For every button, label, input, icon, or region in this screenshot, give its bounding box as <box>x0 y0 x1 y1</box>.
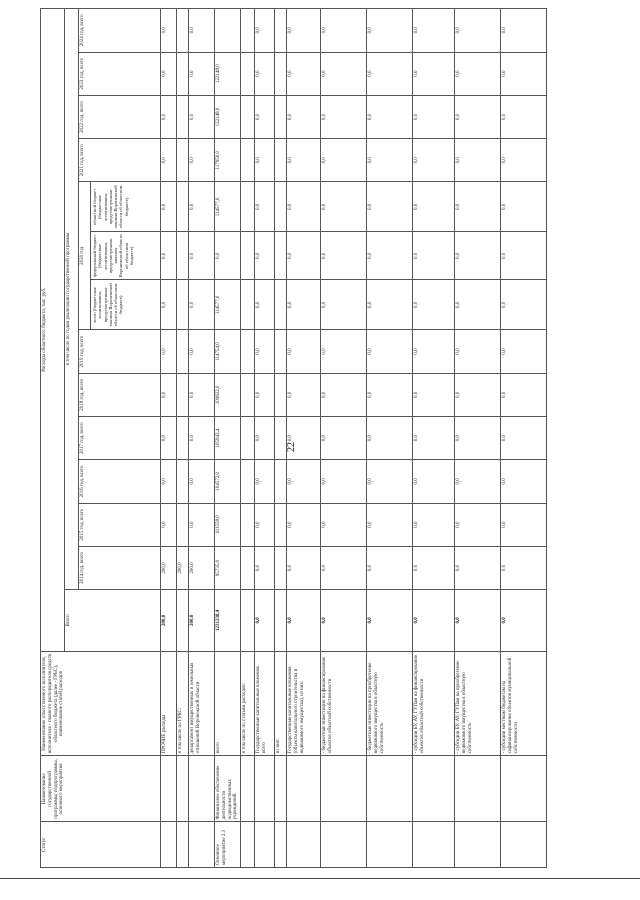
program-cell <box>321 756 367 822</box>
status-cell <box>255 822 275 868</box>
value-cell <box>275 460 287 503</box>
value-cell: 0,0 <box>255 9 275 53</box>
total-cell <box>241 590 255 652</box>
total-cell: 0,0 <box>321 590 367 652</box>
value-cell <box>177 330 189 373</box>
value-cell <box>177 373 189 416</box>
header-2020-total: всего (бюджетные ассигнования, предусмотренные законом Воронежской области об областном бюджете) <box>91 280 161 330</box>
page-number: 22 <box>286 442 297 452</box>
value-cell: 122148,0 <box>215 95 241 138</box>
value-cell: 0,0 <box>321 546 367 589</box>
value-cell: 0,0 <box>501 280 547 330</box>
executor-cell: ПРОЧИЕ расходы <box>161 651 177 756</box>
value-cell: 0,0 <box>455 182 501 232</box>
header-year-2016: 2016 год, всего <box>79 460 161 503</box>
total-cell: 200,0 <box>161 590 177 652</box>
status-cell <box>501 822 547 868</box>
value-cell <box>275 416 287 459</box>
value-cell <box>275 9 287 53</box>
value-cell: 0,0 <box>455 232 501 280</box>
value-cell: 0,0 <box>287 232 321 280</box>
value-cell <box>241 182 255 232</box>
value-cell: 0,0 <box>413 139 455 182</box>
value-cell: 0,0 <box>455 95 501 138</box>
value-cell <box>241 460 255 503</box>
value-cell <box>275 232 287 280</box>
header-year-2023: 2023 год, всего <box>79 52 161 95</box>
table-row <box>161 9 177 868</box>
total-cell <box>177 590 189 652</box>
header-year-2018: 2018 год, всего <box>79 373 161 416</box>
value-cell: 0,0 <box>255 546 275 589</box>
value-cell: 0,0 <box>321 139 367 182</box>
status-cell <box>177 822 189 868</box>
status-cell <box>287 822 321 868</box>
executor-cell: из них: <box>275 651 287 756</box>
header-year-2022: 2022 год, всего <box>79 95 161 138</box>
value-cell: 95735,0 <box>215 546 241 589</box>
value-cell: 0,0 <box>501 460 547 503</box>
value-cell <box>177 182 189 232</box>
header-total: Всего <box>65 590 161 652</box>
header-by-years: в том числе по годам реализации государственной программы <box>65 9 79 590</box>
value-cell: 0,0 <box>367 280 413 330</box>
value-cell: 0,0 <box>367 52 413 95</box>
value-cell <box>177 416 189 459</box>
value-cell: 0,0 <box>255 330 275 373</box>
total-cell: 0,0 <box>455 590 501 652</box>
value-cell <box>241 52 255 95</box>
rotated-table-container <box>40 8 610 868</box>
value-cell: 0,0 <box>321 416 367 459</box>
header-year-2021: 2021 год, всего <box>79 139 161 182</box>
total-cell: 200,0 <box>189 590 215 652</box>
value-cell: 0,0 <box>287 280 321 330</box>
program-cell <box>413 756 455 822</box>
value-cell: 109822,0 <box>215 373 241 416</box>
value-cell: 0,0 <box>501 52 547 95</box>
value-cell: 0,0 <box>321 280 367 330</box>
value-cell: 0,0 <box>413 546 455 589</box>
value-cell: 0,0 <box>287 182 321 232</box>
value-cell <box>241 280 255 330</box>
status-cell <box>321 822 367 868</box>
status-cell <box>455 822 501 868</box>
value-cell: 0,0 <box>501 139 547 182</box>
page-bottom-rule <box>0 878 640 879</box>
value-cell: 0,0 <box>413 95 455 138</box>
value-cell: 0,0 <box>455 139 501 182</box>
value-cell: 0,0 <box>367 503 413 546</box>
value-cell: 0,0 <box>321 460 367 503</box>
value-cell: 0,0 <box>255 139 275 182</box>
value-cell: 0,0 <box>367 460 413 503</box>
table-row <box>177 9 189 868</box>
value-cell: 0,0 <box>287 330 321 373</box>
value-cell: 101558,0 <box>215 503 241 546</box>
executor-cell: Государственные капитальные вложения (объекты капитального строительства и недвижимого имущества), из них: <box>287 651 321 756</box>
value-cell: 0,0 <box>455 416 501 459</box>
value-cell: 0,0 <box>161 373 177 416</box>
header-year-2024: 2024 год, всего <box>79 9 161 53</box>
header-program-name: Наименование государственной программы, подпрограммы, основного мероприятия <box>41 756 161 822</box>
value-cell: 0,0 <box>255 95 275 138</box>
budget-table <box>40 8 547 868</box>
value-cell <box>177 139 189 182</box>
value-cell: 0,0 <box>189 280 215 330</box>
value-cell: 0,0 <box>501 182 547 232</box>
value-cell: 0,0 <box>367 182 413 232</box>
value-cell: 0,0 <box>287 416 321 459</box>
value-cell: 200,0 <box>189 546 215 589</box>
program-cell <box>255 756 275 822</box>
value-cell: 0,0 <box>189 416 215 459</box>
value-cell <box>177 460 189 503</box>
executor-cell: - бюджетные инвестиции на приобретение недвижимого имущества в областную собственность <box>367 651 413 756</box>
value-cell <box>177 95 189 138</box>
value-cell: 0,0 <box>455 9 501 53</box>
value-cell: 0,0 <box>161 52 177 95</box>
program-cell <box>367 756 413 822</box>
header-2020-regional: областной бюджет (бюджетные ассигнования, предусмотренные законом Воронежской области об областном бюджете) <box>91 182 161 232</box>
value-cell: 0,0 <box>161 182 177 232</box>
value-cell <box>275 280 287 330</box>
table-row <box>413 9 455 868</box>
value-cell: 0,0 <box>501 232 547 280</box>
value-cell: 0,0 <box>501 9 547 53</box>
value-cell: 122148,0 <box>215 52 241 95</box>
value-cell: 0,0 <box>413 503 455 546</box>
value-cell: 117950,0 <box>215 139 241 182</box>
value-cell <box>275 373 287 416</box>
value-cell: 0,0 <box>501 416 547 459</box>
value-cell: 0,0 <box>189 503 215 546</box>
table-row <box>287 9 321 868</box>
value-cell: 0,0 <box>189 95 215 138</box>
program-cell <box>189 756 215 822</box>
value-cell: 0,0 <box>321 95 367 138</box>
value-cell: 0,0 <box>413 52 455 95</box>
value-cell: 0,0 <box>161 280 177 330</box>
executor-cell: в том числе по ГРБС: <box>177 651 189 756</box>
table-row <box>321 9 367 868</box>
value-cell: 200,0 <box>177 546 189 589</box>
value-cell: 0,0 <box>501 373 547 416</box>
value-cell <box>177 9 189 53</box>
value-cell: 0,0 <box>367 9 413 53</box>
value-cell <box>241 330 255 373</box>
value-cell: 0,0 <box>413 416 455 459</box>
value-cell <box>215 9 241 53</box>
header-expenses-title: Расходы областного бюджета, тыс. руб. <box>41 9 65 652</box>
status-cell: Основное мероприятие 2.3 <box>215 822 241 868</box>
status-cell <box>189 822 215 868</box>
value-cell: 0,0 <box>367 546 413 589</box>
value-cell: 0,0 <box>189 52 215 95</box>
value-cell <box>275 546 287 589</box>
value-cell: 0,0 <box>189 139 215 182</box>
value-cell: 114577,0 <box>215 182 241 232</box>
value-cell: 0,0 <box>367 95 413 138</box>
value-cell: 0,0 <box>161 9 177 53</box>
value-cell: 0,0 <box>189 330 215 373</box>
value-cell: 0,0 <box>287 9 321 53</box>
executor-cell: в том числе по статьям расходов: <box>241 651 255 756</box>
value-cell: 0,0 <box>413 280 455 330</box>
value-cell: 114754,0 <box>215 330 241 373</box>
status-cell <box>367 822 413 868</box>
header-executor: Наименование ответственного исполнителя, исполнителя - главного распорядителя средств областного бюджета (далее - ГРБС), наименование статей расходов <box>41 651 161 756</box>
table-row <box>189 9 215 868</box>
value-cell: 0,0 <box>189 373 215 416</box>
executor-cell: - субсидии местным бюджетам на софинансирование объектов муниципальной собственности <box>501 651 547 756</box>
value-cell: 0,0 <box>367 139 413 182</box>
value-cell: 0,0 <box>189 182 215 232</box>
table-row <box>255 9 275 868</box>
value-cell: 0,0 <box>501 546 547 589</box>
value-cell <box>177 52 189 95</box>
header-year-2014: 2014 год, всего <box>79 546 161 589</box>
value-cell: 0,0 <box>455 280 501 330</box>
value-cell: 0,0 <box>501 95 547 138</box>
value-cell: 0,0 <box>455 460 501 503</box>
value-cell <box>275 503 287 546</box>
value-cell: 0,0 <box>455 330 501 373</box>
status-cell <box>241 822 255 868</box>
value-cell <box>241 232 255 280</box>
value-cell: 0,0 <box>501 330 547 373</box>
value-cell <box>241 9 255 53</box>
value-cell: 0,0 <box>161 139 177 182</box>
value-cell: 0,0 <box>215 232 241 280</box>
value-cell: 0,0 <box>413 373 455 416</box>
value-cell: 0,0 <box>161 95 177 138</box>
total-cell: 0,0 <box>287 590 321 652</box>
value-cell <box>275 139 287 182</box>
total-cell: 0,0 <box>501 590 547 652</box>
value-cell: 105943,4 <box>215 416 241 459</box>
value-cell: 0,0 <box>189 460 215 503</box>
value-cell <box>275 330 287 373</box>
header-2020-federal: федеральный бюджет (бюджетные ассигнования, предусмотренные законом Воронежской области об областном бюджете) <box>91 232 161 280</box>
value-cell: 0,0 <box>287 95 321 138</box>
value-cell: 0,0 <box>367 232 413 280</box>
program-cell <box>241 756 255 822</box>
program-cell <box>161 756 177 822</box>
value-cell: 0,0 <box>321 232 367 280</box>
value-cell: 0,0 <box>367 373 413 416</box>
table-row <box>241 9 255 868</box>
value-cell: 0,0 <box>413 182 455 232</box>
value-cell: 0,0 <box>287 460 321 503</box>
value-cell: 0,0 <box>367 416 413 459</box>
program-cell <box>287 756 321 822</box>
executor-cell: - субсидии БУ, АУ, ГУПам на финансирование объектов областной собственности <box>413 651 455 756</box>
value-cell <box>177 503 189 546</box>
executor-cell: департамент имущественных и земельных отношений Воронежской области <box>189 651 215 756</box>
status-cell <box>161 822 177 868</box>
table-row <box>215 9 241 868</box>
value-cell: 0,0 <box>287 373 321 416</box>
executor-cell: - бюджетные инвестиции на финансирование объектов областной собственности <box>321 651 367 756</box>
value-cell: 0,0 <box>413 330 455 373</box>
table-row <box>455 9 501 868</box>
value-cell: 0,0 <box>321 9 367 53</box>
status-cell <box>413 822 455 868</box>
header-year-2019: 2019 год, всего <box>79 330 161 373</box>
value-cell <box>241 373 255 416</box>
header-year-2015: 2015 год, всего <box>79 503 161 546</box>
program-cell <box>501 756 547 822</box>
executor-cell: всего <box>215 651 241 756</box>
value-cell: 0,0 <box>321 52 367 95</box>
value-cell: 0,0 <box>321 373 367 416</box>
value-cell: 0,0 <box>161 330 177 373</box>
value-cell: 0,0 <box>255 416 275 459</box>
value-cell: 0,0 <box>321 330 367 373</box>
value-cell: 0,0 <box>455 373 501 416</box>
value-cell: 0,0 <box>255 373 275 416</box>
executor-cell: Государственные капитальные вложения, всего <box>255 651 275 756</box>
table-row <box>501 9 547 868</box>
value-cell: 0,0 <box>287 139 321 182</box>
value-cell: 0,0 <box>189 232 215 280</box>
value-cell: 0,0 <box>413 460 455 503</box>
value-cell: 0,0 <box>255 503 275 546</box>
header-year-2020: 2020 год <box>79 182 91 330</box>
value-cell <box>275 52 287 95</box>
value-cell: 0,0 <box>255 460 275 503</box>
table-row <box>275 9 287 868</box>
total-cell: 0,0 <box>255 590 275 652</box>
program-cell: Финансовое обеспечение деятельности подведомственных учреждений <box>215 756 241 822</box>
value-cell: 0,0 <box>255 52 275 95</box>
value-cell: 104572,0 <box>215 460 241 503</box>
header-year-2017: 2017 год, всего <box>79 416 161 459</box>
value-cell: 0,0 <box>161 232 177 280</box>
program-cell <box>177 756 189 822</box>
value-cell: 200,0 <box>161 546 177 589</box>
value-cell: 0,0 <box>455 52 501 95</box>
table-row <box>367 9 413 868</box>
value-cell: 0,0 <box>161 416 177 459</box>
total-cell <box>275 590 287 652</box>
value-cell: 0,0 <box>455 546 501 589</box>
value-cell: 0,0 <box>455 503 501 546</box>
value-cell <box>275 95 287 138</box>
value-cell: 0,0 <box>501 503 547 546</box>
program-cell <box>455 756 501 822</box>
status-cell <box>275 822 287 868</box>
value-cell: 0,0 <box>255 232 275 280</box>
value-cell <box>177 280 189 330</box>
value-cell <box>177 232 189 280</box>
value-cell <box>241 139 255 182</box>
value-cell <box>275 182 287 232</box>
value-cell: 0,0 <box>321 503 367 546</box>
value-cell: 0,0 <box>161 460 177 503</box>
value-cell: 0,0 <box>189 9 215 53</box>
value-cell <box>241 503 255 546</box>
value-cell: 0,0 <box>161 503 177 546</box>
value-cell: 0,0 <box>287 52 321 95</box>
value-cell: 0,0 <box>255 280 275 330</box>
total-cell: 0,0 <box>413 590 455 652</box>
value-cell <box>241 95 255 138</box>
value-cell <box>241 416 255 459</box>
value-cell: 0,0 <box>255 182 275 232</box>
value-cell: 0,0 <box>321 182 367 232</box>
value-cell: 0,0 <box>367 330 413 373</box>
value-cell: 0,0 <box>413 232 455 280</box>
total-cell: 1231238,4 <box>215 590 241 652</box>
executor-cell: - субсидии БУ, АУ, ГУПам на приобретение недвижимого имущества в областную собственность <box>455 651 501 756</box>
program-cell <box>275 756 287 822</box>
value-cell: 0,0 <box>413 9 455 53</box>
header-status: Статус <box>41 822 161 868</box>
total-cell: 0,0 <box>367 590 413 652</box>
value-cell: 0,0 <box>287 503 321 546</box>
value-cell <box>241 546 255 589</box>
value-cell: 114577,0 <box>215 280 241 330</box>
value-cell: 0,0 <box>287 546 321 589</box>
